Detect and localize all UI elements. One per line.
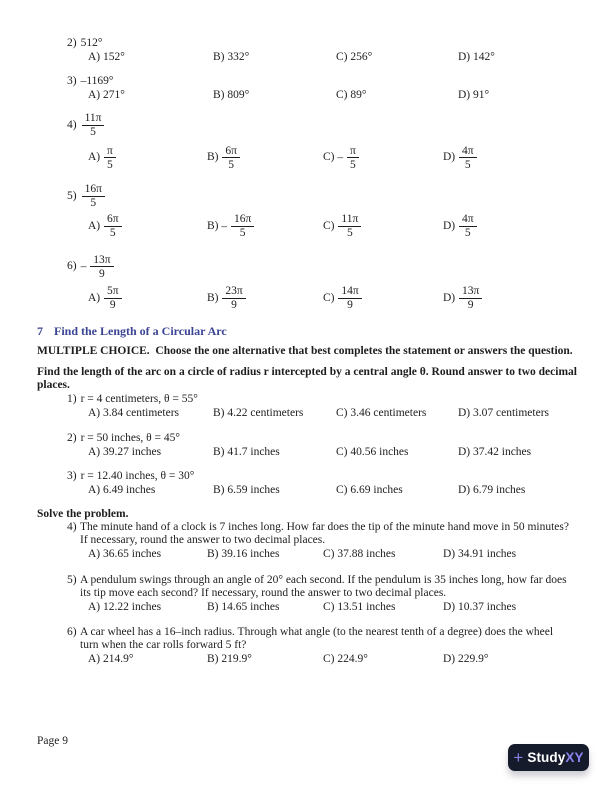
answer-option: D) 229.9°	[443, 653, 489, 666]
question	[67, 470, 582, 483]
answer-option: D) 3.07 centimeters	[458, 407, 550, 420]
answer-option: D) 10.37 inches	[443, 601, 517, 614]
directions-line: Find the length of the arc on a circle of radius r intercepted by a central angle θ. Round answer to two decimal	[37, 366, 577, 379]
answer-option	[323, 285, 443, 311]
answer-option: D) 37.42 inches	[458, 446, 532, 459]
answer-option: A) 12.22 inches	[88, 601, 162, 614]
answer-option: C) 37.88 inches	[323, 548, 396, 561]
question-value: –1169°	[80, 75, 114, 87]
fraction: $\frac{\pi}{5}$	[347, 145, 359, 171]
answer-option: C) 40.56 inches	[336, 446, 409, 459]
answer-option: A) 271°	[88, 89, 125, 101]
question-number: 5)	[67, 189, 77, 202]
answer-option	[323, 213, 443, 239]
answer-option: B) 4.22 centimeters	[213, 407, 304, 420]
option-label: A)	[88, 220, 101, 233]
answer-option: A) 6.49 inches	[88, 484, 156, 497]
fraction: $\frac{\pi}{5}$	[104, 145, 116, 171]
answer-option: B) 41.7 inches	[213, 446, 280, 459]
fraction: $\frac{16\pi}{5}$	[231, 213, 254, 239]
question-number: 1)	[67, 393, 77, 406]
question-line: A pendulum swings through an angle of 20° each second. If the pendulum is 35 inches long, how far does	[80, 574, 567, 587]
answer-option: B) 219.9°	[207, 653, 252, 666]
answer-option: C) 224.9°	[323, 653, 368, 666]
question-number: 6)	[67, 260, 77, 273]
section-title-text: Find the Length of a Circular Arc	[54, 324, 227, 339]
question	[67, 626, 582, 652]
fraction-numerator: 16π	[82, 183, 105, 197]
question-text	[80, 626, 582, 652]
option-label: A)	[88, 151, 101, 164]
answer-option	[443, 285, 582, 311]
answer-option: C) 13.51 inches	[323, 601, 396, 614]
question-number: 3)	[67, 470, 77, 483]
option-label: D)	[443, 220, 456, 233]
answer-option	[207, 144, 323, 170]
fraction: $\frac{13\pi}{9}$	[459, 285, 482, 311]
answer-option: D) 6.79 inches	[458, 484, 526, 497]
answer-option: A) 36.65 inches	[88, 548, 162, 561]
fraction: $\frac{14\pi}{9}$	[338, 285, 361, 311]
answer-option: B) 39.16 inches	[207, 548, 280, 561]
option-label: D)	[443, 151, 456, 164]
answer-option: A) 214.9°	[88, 653, 134, 666]
answer-option: B) 332°	[213, 51, 250, 63]
option-label: C)	[323, 291, 335, 304]
fraction: $\frac{6\pi}{5}$	[222, 145, 240, 171]
fraction: $\frac{4\pi}{5}$	[459, 145, 477, 171]
question-text	[80, 574, 582, 600]
question	[67, 521, 582, 547]
directions-line: places.	[37, 379, 70, 392]
studyxy-logo	[508, 744, 589, 771]
fraction	[90, 254, 113, 280]
question-value: r = 50 inches, θ = 45°	[80, 432, 181, 445]
answer-option: B) 6.59 inches	[213, 484, 280, 497]
question-value: r = 12.40 inches, θ = 30°	[80, 470, 195, 483]
answer-option	[88, 144, 207, 170]
answer-options-row	[88, 285, 582, 311]
question-value: r = 4 centimeters, θ = 55°	[80, 393, 198, 406]
answer-options-row	[88, 484, 582, 497]
fraction-denominator: 9	[99, 267, 105, 280]
logo-xy-text: XY	[565, 750, 584, 765]
question	[67, 253, 582, 279]
question	[67, 112, 582, 138]
answer-option	[443, 144, 582, 170]
answer-option: D) 142°	[458, 51, 495, 63]
minus-sign: –	[337, 151, 346, 164]
question-number: 2)	[67, 432, 77, 445]
question	[67, 432, 582, 445]
logo-study-text: Study	[527, 750, 566, 765]
fraction-numerator: 13π	[90, 254, 113, 268]
fraction	[82, 112, 105, 138]
option-label: B)	[207, 291, 219, 304]
fraction: $\frac{6\pi}{5}$	[104, 213, 122, 239]
question	[67, 37, 582, 50]
fraction-denominator: 5	[90, 126, 96, 139]
option-label: B)	[207, 220, 219, 233]
answer-option	[207, 213, 323, 239]
plus-icon: +	[513, 747, 524, 767]
page-number-label: Page 9	[37, 735, 68, 747]
answer-option	[207, 285, 323, 311]
answer-option: D) 34.91 inches	[443, 548, 517, 561]
option-label: B)	[207, 151, 219, 164]
fraction-denominator: 5	[90, 197, 97, 210]
question-line: A car wheel has a 16–inch radius. Through what angle (to the nearest tenth of a degree) does the wheel	[80, 626, 554, 639]
question	[67, 75, 582, 88]
fraction: $\frac{11\pi}{5}$	[338, 213, 361, 239]
answer-option	[323, 144, 443, 170]
answer-option: C) 6.69 inches	[336, 484, 403, 497]
fraction	[82, 183, 105, 209]
answer-options-row	[88, 601, 582, 614]
answer-options-row	[88, 653, 582, 666]
question-value: 512°	[80, 37, 103, 49]
answer-options-row	[88, 51, 582, 64]
fraction: $\frac{23\pi}{9}$	[222, 285, 245, 311]
directions	[37, 366, 582, 392]
minus-sign: –	[221, 220, 230, 233]
logo-brand-text	[527, 751, 583, 764]
answer-options-row	[88, 548, 582, 561]
answer-options-row	[88, 407, 582, 420]
answer-option: A) 39.27 inches	[88, 446, 162, 459]
question-line: The minute hand of a clock is 7 inches long. How far does the tip of the minute hand move in 50 minutes?	[80, 521, 569, 534]
answer-options-row	[88, 213, 582, 239]
section-title	[37, 324, 582, 338]
question-line: If necessary, round the answer to two decimal places.	[80, 534, 326, 547]
fraction-numerator: 11π	[82, 112, 105, 126]
answer-option: D) 91°	[458, 89, 490, 101]
answer-options-row	[88, 144, 582, 170]
answer-options-row	[88, 89, 582, 102]
multiple-choice-heading: MULTIPLE CHOICE. Choose the one alternative that best completes the statement or answers the question.	[37, 345, 573, 358]
question	[67, 183, 582, 209]
fraction: $\frac{5\pi}{9}$	[104, 285, 122, 311]
answer-option: A) 152°	[88, 51, 125, 63]
answer-option: C) 256°	[336, 51, 373, 63]
question-number: 2)	[67, 37, 77, 49]
minus-sign: –	[80, 260, 90, 273]
section-number: 7	[37, 324, 43, 339]
answer-option	[88, 213, 207, 239]
question-number: 4)	[67, 119, 77, 131]
answer-option	[443, 213, 582, 239]
option-label: A)	[88, 291, 101, 304]
question-line: turn when the car rolls forward 5 ft?	[80, 639, 247, 652]
question-line: its tip move each second? If necessary, round the answer to two decimal places.	[80, 587, 447, 600]
fraction: $\frac{4\pi}{5}$	[459, 213, 477, 239]
question-number: 5)	[67, 574, 77, 587]
answer-option: B) 14.65 inches	[207, 601, 280, 614]
option-label: D)	[443, 291, 456, 304]
answer-option: C) 3.46 centimeters	[336, 407, 427, 420]
answer-option: A) 3.84 centimeters	[88, 407, 180, 420]
question-text	[80, 521, 582, 547]
question	[67, 574, 582, 600]
answer-option	[88, 285, 207, 311]
option-label: C)	[323, 220, 335, 233]
question	[67, 393, 582, 406]
answer-options-row	[88, 446, 582, 459]
answer-option: B) 809°	[213, 89, 250, 101]
solve-heading: Solve the problem.	[37, 508, 129, 521]
question-number: 3)	[67, 75, 77, 87]
question-number: 4)	[67, 521, 77, 534]
question-number: 6)	[67, 626, 77, 639]
answer-option: C) 89°	[336, 89, 367, 101]
option-label: C)	[323, 151, 335, 164]
